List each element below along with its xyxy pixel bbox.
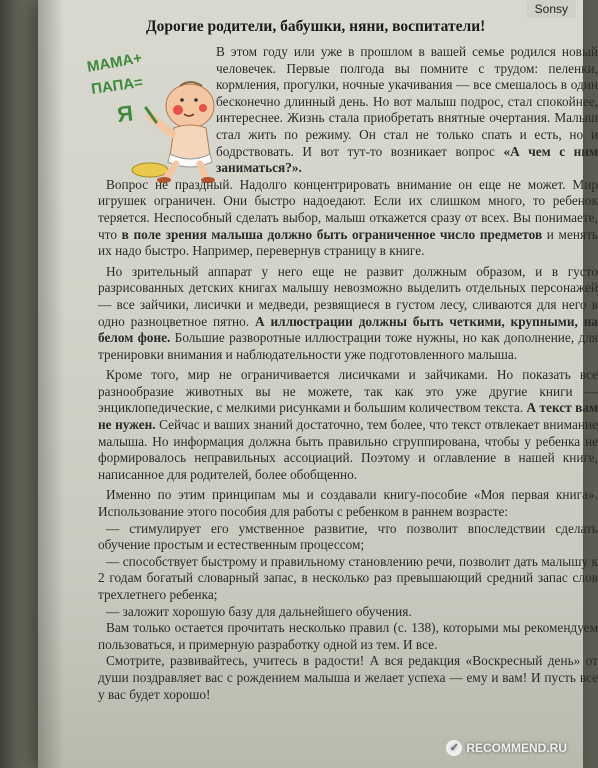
paragraph-4 [98,367,598,483]
list-item-3: — заложит хорошую базу для дальнейшего обучения. [106,603,412,619]
paragraph-3-text-b: Большие разворотные иллюстрации тоже нужны, но как дополнение, для тренировки внимания и наблюдательности уже подготовленного малыша. [98,330,598,362]
caption-line-3: Я [115,100,135,127]
paragraph-3-text-a: Но зрительный аппарат у него еще не развит должным образом, и в густо разрисованных детских книгах малышу невозможно выделить отдельных персонажей — все зайчики, лисички и медведи, резвящиеся в густом лесу, сливаются для него в одно разноцветное пятно. [98,263,598,329]
paragraph-intro-question: «А чем с ним заниматься?». [216,143,598,176]
paragraph-3-bold: А иллюстрации должны быть четкими, крупными, на белом фоне. [98,313,598,346]
watermark [446,740,567,756]
paragraph-6: Вам только остается прочитать несколько правил (с. 138), которыми мы рекомендуем пользоваться, и примерную разработку одной из тем. И все. [98,620,598,652]
paragraph-2-text-b: и менять их надо быстро. Например, перевернув страницу в книге. [98,226,598,259]
paragraph-4-bold: А текст вам не нужен. [98,400,598,433]
watermark-text: RECOMMEND.RU [466,741,567,755]
list-item-1: — стимулирует его умственное развитие, что позволит впоследствии сделать обучение простым и естественным процессом; [98,520,598,553]
list-item-2: — способствует быстрому и правильному становлению речи, позволит дать малышу к 2 годам богатый словарный запас, в несколько раз превышающий средний запас слов трехлетнего ребенка; [98,553,598,602]
body-text [98,44,598,703]
paragraph-intro-text: В этом году или уже в прошлом в вашей семье родился новый человечек. Первые полгода вы помните с трудом: пеленки, кормления, прогулки, ночные укачивания — все смешалось в один бесконечно длинный день. Но вот малыш подрос, стал спокойнее, интереснее. Жизнь стала приобретать внятные очертания. Малыш стал жить по режиму. Он стал не только спать и есть, но и бодрствовать. И вот тут-то возникает вопрос [216,44,598,159]
caption-line-2: ПАПА= [90,73,144,98]
paragraph-3 [98,264,598,364]
paragraph-2-bold: в поле зрения малыша должно быть ограниченное число предметов [121,226,543,242]
paragraph-4-text-b: Сейчас и ваших знаний достаточно, тем более, что текст отвлекает внимание малыша. Но информация должна быть правильно сгруппирована, чтобы у ребенка не формировалось неправильных ассоциаций. Поэтому и оглавление в нашей книге, написанное для родителей, более обобщенно. [98,417,598,482]
paragraph-2-text-a: Вопрос не праздный. Надолго концентрировать внимание он еще не может. Мир игрушек ограничен. Они быстро надоедают. Если их слишком много, то ребенок теряется. Неспособный сделать выбор, малыш откажется сразу от всех. Вы понимаете, что [98,176,598,242]
paragraph-7: Смотрите, развивайтесь, учитесь в радости! А вся редакция «Воскресный день» от души поздравляет вас с рождением малыша и желает успеха — ему и вам! И пусть все у вас будет хорошо! [98,653,598,702]
page-title: Дорогие родители, бабушки, няни, воспитатели! [146,18,486,35]
source-tag: Sonsy [527,0,576,18]
watermark-logo-icon: ✓ [446,740,462,756]
paragraph-intro [98,44,598,177]
book-page [38,0,598,768]
paragraph-2 [98,177,598,260]
paragraph-5: Именно по этим принципам мы и создавали книгу-пособие «Моя первая книга». Использование этого пособия для работы с ребенком в раннем возрасте: [98,487,598,520]
caption-line-1: МАМА+ [85,49,144,76]
paragraph-4-text-a: Кроме того, мир не ограничивается лисичками и зайчиками. Но показать все разнообразие животных вы не можете, так как это уже другие книги — энциклопедические, с мелкими рисунками и большим количеством текста. [98,367,598,416]
